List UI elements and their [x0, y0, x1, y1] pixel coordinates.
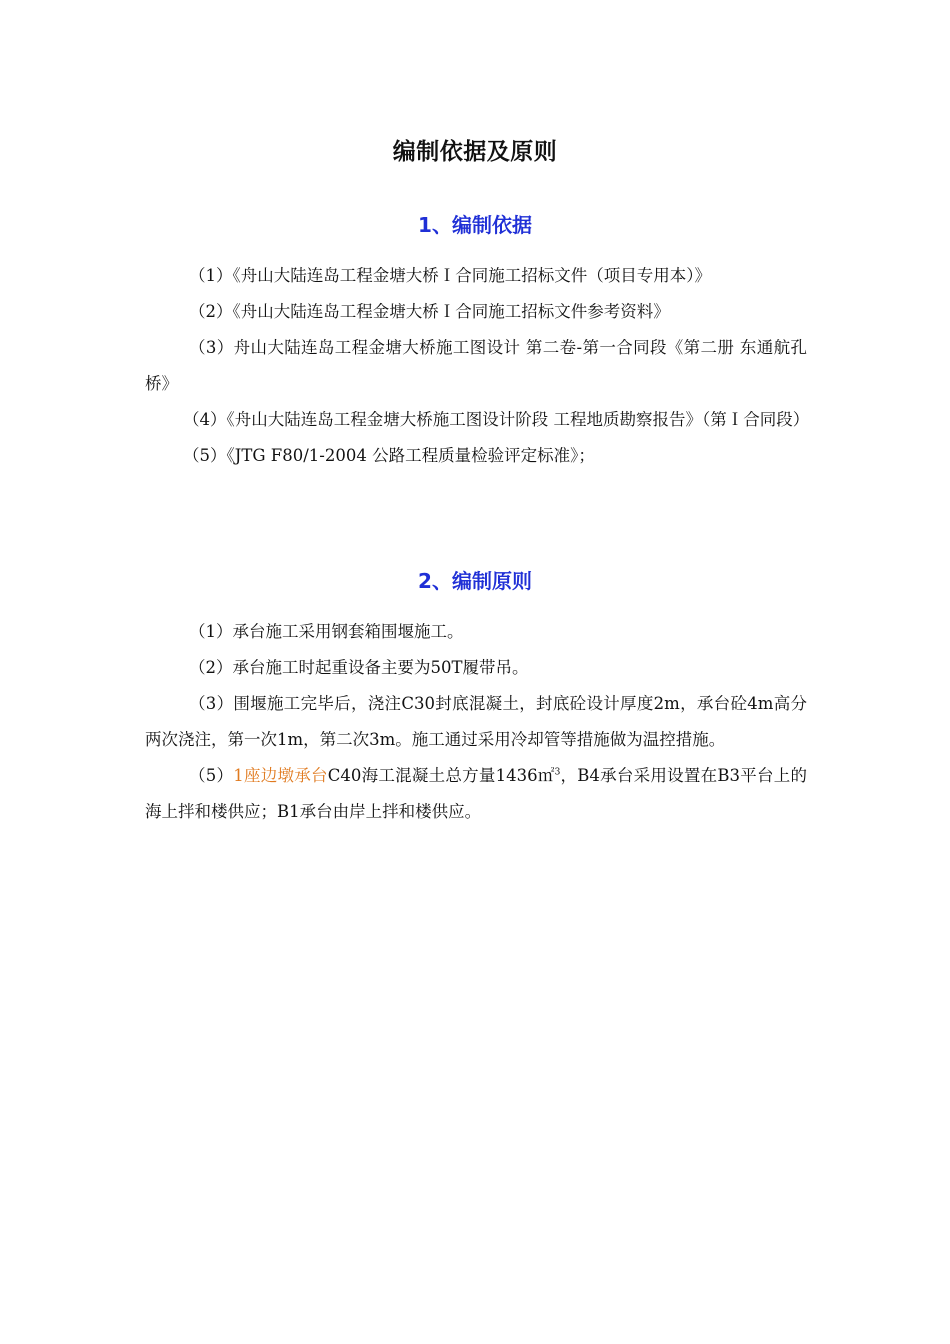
- principle-item-5-prefix: （5）: [189, 766, 234, 785]
- superscript-three: 3: [554, 767, 561, 778]
- principle-item-5-rest: ，B4承台采用设置在B3平台上的海上拌和楼供应；B1承台由岸上拌和楼供应。: [145, 766, 807, 821]
- basis-item-5: （5）《JTG F80/1-2004 公路工程质量检验评定标准》；: [183, 446, 595, 465]
- basis-list: [145, 258, 810, 474]
- principle-item-3: （3）围堰施工完毕后，浇注C30封底混凝土，封底砼设计厚度2m，承台砼4m高分两次浇注，第一次1m，第二次3m。施工通过采用冷却管等措施做为温控措施。: [145, 694, 807, 749]
- principles-list: [145, 614, 807, 830]
- section-heading-principles: 2、编制原则: [418, 569, 532, 593]
- basis-item-2: （2）《舟山大陆连岛工程金塘大桥Ｉ合同施工招标文件参考资料》: [189, 302, 670, 321]
- principle-item-1: （1）承台施工采用钢套箱围堰施工。: [189, 622, 464, 641]
- principle-item-5-mid: C40海工混凝土总方量1436㎡: [327, 766, 555, 785]
- highlight-text: 1座边墩承台: [233, 766, 328, 785]
- page-title: 编制依据及原则: [392, 139, 558, 165]
- principle-item-2: （2）承台施工时起重设备主要为50T履带吊。: [189, 658, 529, 677]
- section-heading-basis: 1、编制依据: [418, 213, 532, 237]
- basis-item-3: （3）舟山大陆连岛工程金塘大桥施工图设计 第二卷-第一合同段《第二册 东通航孔桥》: [145, 338, 807, 393]
- basis-item-4: （4）《舟山大陆连岛工程金塘大桥施工图设计阶段 工程地质勘察报告》（第Ｉ合同段）: [183, 410, 810, 429]
- principle-item-5: [145, 758, 807, 830]
- basis-item-1: （1）《舟山大陆连岛工程金塘大桥Ｉ合同施工招标文件（项目专用本）》: [189, 266, 711, 285]
